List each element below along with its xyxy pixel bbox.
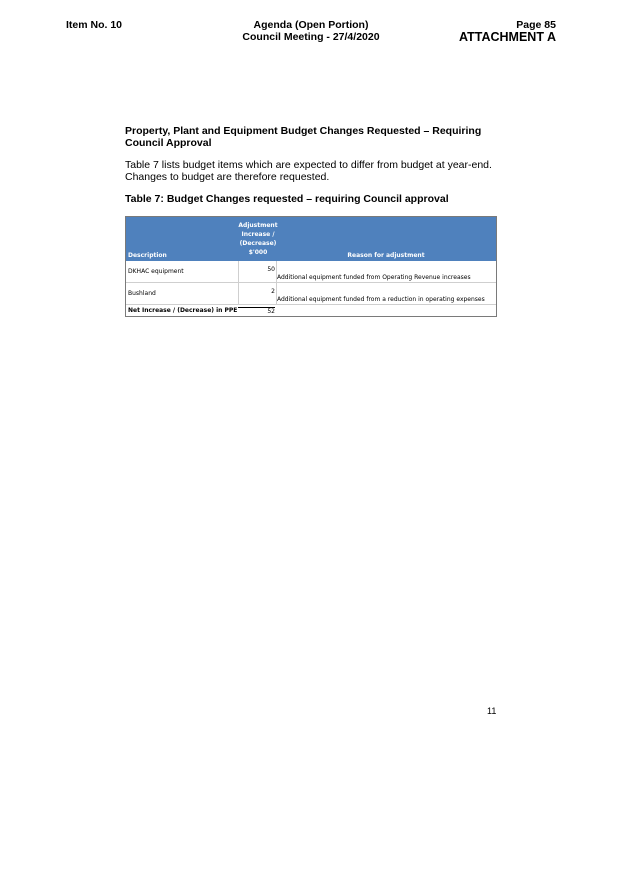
meeting-date: Council Meeting - 27/4/2020: [242, 31, 380, 43]
body-line-2: Changes to budget are therefore requested.: [125, 171, 330, 183]
row-value: 50: [267, 266, 275, 273]
row-description: DKHAC equipment: [128, 268, 184, 275]
section-title: Property, Plant and Equipment Budget Changes Requested – Requiring Council Approval: [125, 125, 482, 149]
budget-table: [125, 216, 497, 317]
body-line-1: Table 7 lists budget items which are expected to differ from budget at year-end.: [125, 159, 492, 171]
page-label: Page 85: [516, 19, 556, 31]
table-row: [126, 261, 496, 283]
row-value: 2: [271, 288, 275, 295]
table-header: [126, 217, 496, 261]
header-adj-line-2: Increase /: [241, 231, 275, 238]
table-total-row: [126, 305, 496, 316]
header-description: Description: [128, 252, 167, 259]
page-header: [459, 19, 556, 43]
table-row: [126, 283, 496, 305]
row-description: Bushland: [128, 290, 156, 297]
table-title: Table 7: Budget Changes requested – requiring Council approval: [125, 193, 449, 205]
section-body: [125, 159, 505, 183]
total-description: Net Increase / (Decrease) in PPE: [128, 307, 238, 314]
header-adjustment: [238, 221, 278, 257]
total-value: 52: [238, 307, 275, 315]
row-reason: Additional equipment funded from a reduction in operating expenses: [277, 296, 485, 303]
header-adj-line-4: $'000: [248, 249, 268, 256]
header-adj-line-3: (Decrease): [239, 240, 277, 247]
row-reason: Additional equipment funded from Operating Revenue increases: [277, 274, 471, 281]
header-reason: Reason for adjustment: [347, 252, 425, 259]
page-number: 11: [487, 706, 497, 716]
attachment-label: ATTACHMENT A: [459, 30, 556, 44]
agenda-header: [196, 19, 426, 43]
header-adj-line-1: Adjustment: [238, 222, 278, 229]
item-number: Item No. 10: [66, 19, 123, 31]
agenda-title: Agenda (Open Portion): [253, 19, 369, 31]
